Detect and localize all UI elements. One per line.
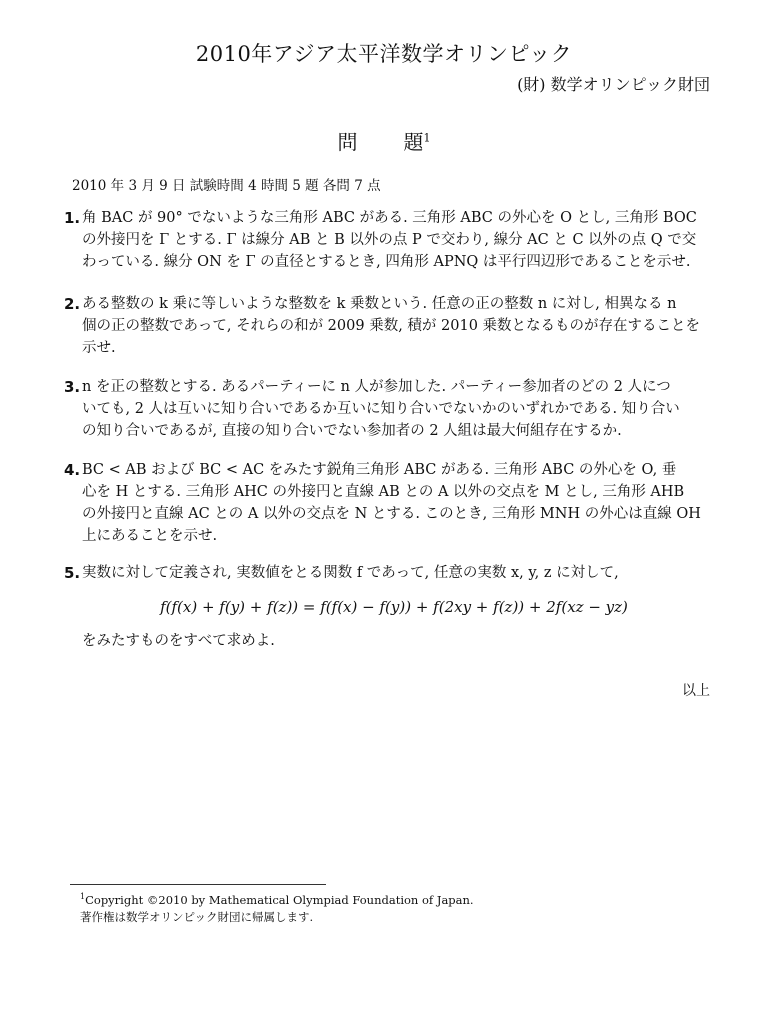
document-title: 2010年アジア太平洋数学オリンピック xyxy=(195,42,573,66)
problem-line: 実数に対して定義され, 実数値をとる関数 f であって, 任意の実数 x, y, z に対して, xyxy=(82,565,619,581)
problem-number: 5. xyxy=(64,564,81,582)
footnote-copyright-text: Copyright ©2010 by Mathematical Olympiad Foundation of Japan. xyxy=(85,892,474,907)
footnote-divider xyxy=(70,884,326,885)
problem-line: わっている. 線分 ON を Γ の直径とするとき, 四角形 APNQ は平行四辺形であることを示せ. xyxy=(82,254,691,270)
section-heading xyxy=(0,126,768,155)
exam-info: 2010 年 3 月 9 日 試験時間 4 時間 5 題 各問 7 点 xyxy=(72,178,381,194)
heading-char-1: 問 xyxy=(337,130,358,154)
footnote-rights: 著作権は数学オリンピック財団に帰属します. xyxy=(80,909,314,924)
problem-line: n を正の整数とする. あるパーティーに n 人が参加した. パーティー参加者のどの 2 人につ xyxy=(82,379,671,395)
problem-text xyxy=(82,562,724,652)
problem-4 xyxy=(64,459,724,547)
footnote xyxy=(80,888,474,926)
heading-footnote-mark: 1 xyxy=(423,131,431,145)
footnote-mark: 1 xyxy=(80,892,86,901)
problem-line: の外接円を Γ とする. Γ は線分 AB と B 以外の点 P で交わり, 線分 AC と C 以外の点 Q で交 xyxy=(82,232,697,248)
problem-text xyxy=(82,207,724,273)
heading-char-2: 題 xyxy=(403,130,424,154)
problem-text xyxy=(82,376,724,442)
functional-equation: f(f(x) + f(y) + f(z)) = f(f(x) − f(y)) + f(2xy + f(z)) + 2f(xz − yz) xyxy=(160,598,628,616)
problem-line: 示せ. xyxy=(82,340,116,356)
problem-line: ある整数の k 乗に等しいような整数を k 乗数という. 任意の正の整数 n に対し, 相異なる n xyxy=(82,296,677,312)
problem-5 xyxy=(64,562,724,652)
footnote-copyright xyxy=(80,888,474,909)
problem-line: をみたすものをすべて求めよ. xyxy=(82,633,275,649)
problem-number: 4. xyxy=(64,461,81,479)
problem-line: 心を H とする. 三角形 AHC の外接円と直線 AB との A 以外の交点を M とし, 三角形 AHB xyxy=(82,484,685,500)
closing-mark: 以上 xyxy=(682,683,710,699)
problem-number: 3. xyxy=(64,378,81,396)
problem-text xyxy=(82,459,724,547)
problem-line: 角 BAC が 90° でないような三角形 ABC がある. 三角形 ABC の外心を O とし, 三角形 BOC xyxy=(82,210,697,226)
problem-line: いても, 2 人は互いに知り合いであるか互いに知り合いでないかのいずれかである. 知り合い xyxy=(82,401,680,417)
problem-line: の外接円と直線 AC との A 以外の交点を N とする. このとき, 三角形 MNH の外心は直線 OH xyxy=(82,506,701,522)
problem-3 xyxy=(64,376,724,442)
problem-text xyxy=(82,293,724,359)
organization-name: (財) 数学オリンピック財団 xyxy=(517,75,710,94)
problem-line: BC < AB および BC < AC をみたす鋭角三角形 ABC がある. 三角形 ABC の外心を O, 垂 xyxy=(82,462,677,478)
problem-number: 1. xyxy=(64,209,81,227)
problem-2 xyxy=(64,293,724,359)
problem-line: 個の正の整数であって, それらの和が 2009 乗数, 積が 2010 乗数となるものが存在することを xyxy=(82,318,701,334)
problem-number: 2. xyxy=(64,295,81,313)
problem-1 xyxy=(64,207,724,273)
problem-line: の知り合いであるが, 直接の知り合いでない参加者の 2 人組は最大何組存在するか. xyxy=(82,423,622,439)
problem-line: 上にあることを示せ. xyxy=(82,528,218,544)
